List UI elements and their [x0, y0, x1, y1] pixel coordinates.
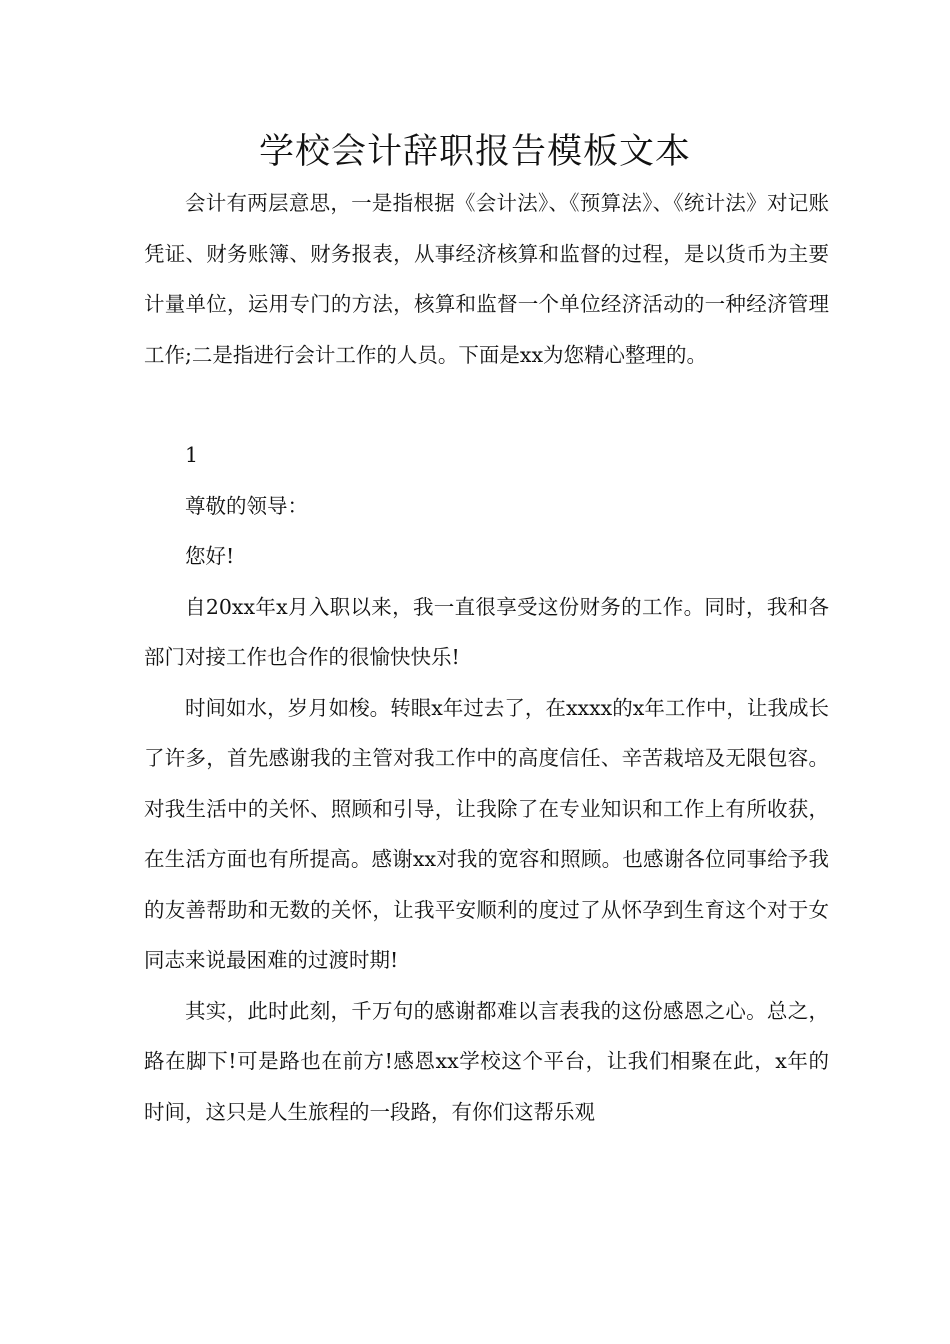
body-paragraph: 时间如水，岁月如梭。转眼x年过去了，在xxxx的x年工作中，让我成长了许多，首先感谢我的主管对我工作中的高度信任、辛苦栽培及无限包容。对我生活中的关怀、照顾和引导，让我除了在专业知识和工作上有所收获，在生活方面也有所提高。感谢xx对我的宽容和照顾。也感谢各位同事给予我的友善帮助和无数的关怀，让我平安顺利的度过了从怀孕到生育这个对于女同志来说最困难的过渡时期! [144, 695, 829, 972]
salutation: 尊敬的领导： [185, 493, 308, 518]
greeting: 您好! [185, 544, 235, 568]
document-body [144, 178, 829, 1137]
document-title: 学校会计辞职报告模板文本 [258, 132, 691, 172]
section-number: 1 [185, 443, 199, 467]
blank-line [144, 380, 829, 430]
intro-paragraph: 会计有两层意思，一是指根据《会计法》、《预算法》、《统计法》对记账凭证、财务账簿、财务报表，从事经济核算和监督的过程，是以货币为主要计量单位，运用专门的方法，核算和监督一个单位经济活动的一种经济管理工作;二是指进行会计工作的人员。下面是xx为您精心整理的。 [144, 191, 829, 367]
body-paragraph: 其实，此时此刻，千万句的感谢都难以言表我的这份感恩之心。总之，路在脚下!可是路也在前方!感恩xx学校这个平台，让我们相聚在此，x年的时间，这只是人生旅程的一段路，有你们这帮乐观 [144, 998, 829, 1124]
body-paragraph: 自20xx年x月入职以来，我一直很享受这份财务的工作。同时，我和各部门对接工作也合作的很愉快快乐! [144, 594, 829, 669]
